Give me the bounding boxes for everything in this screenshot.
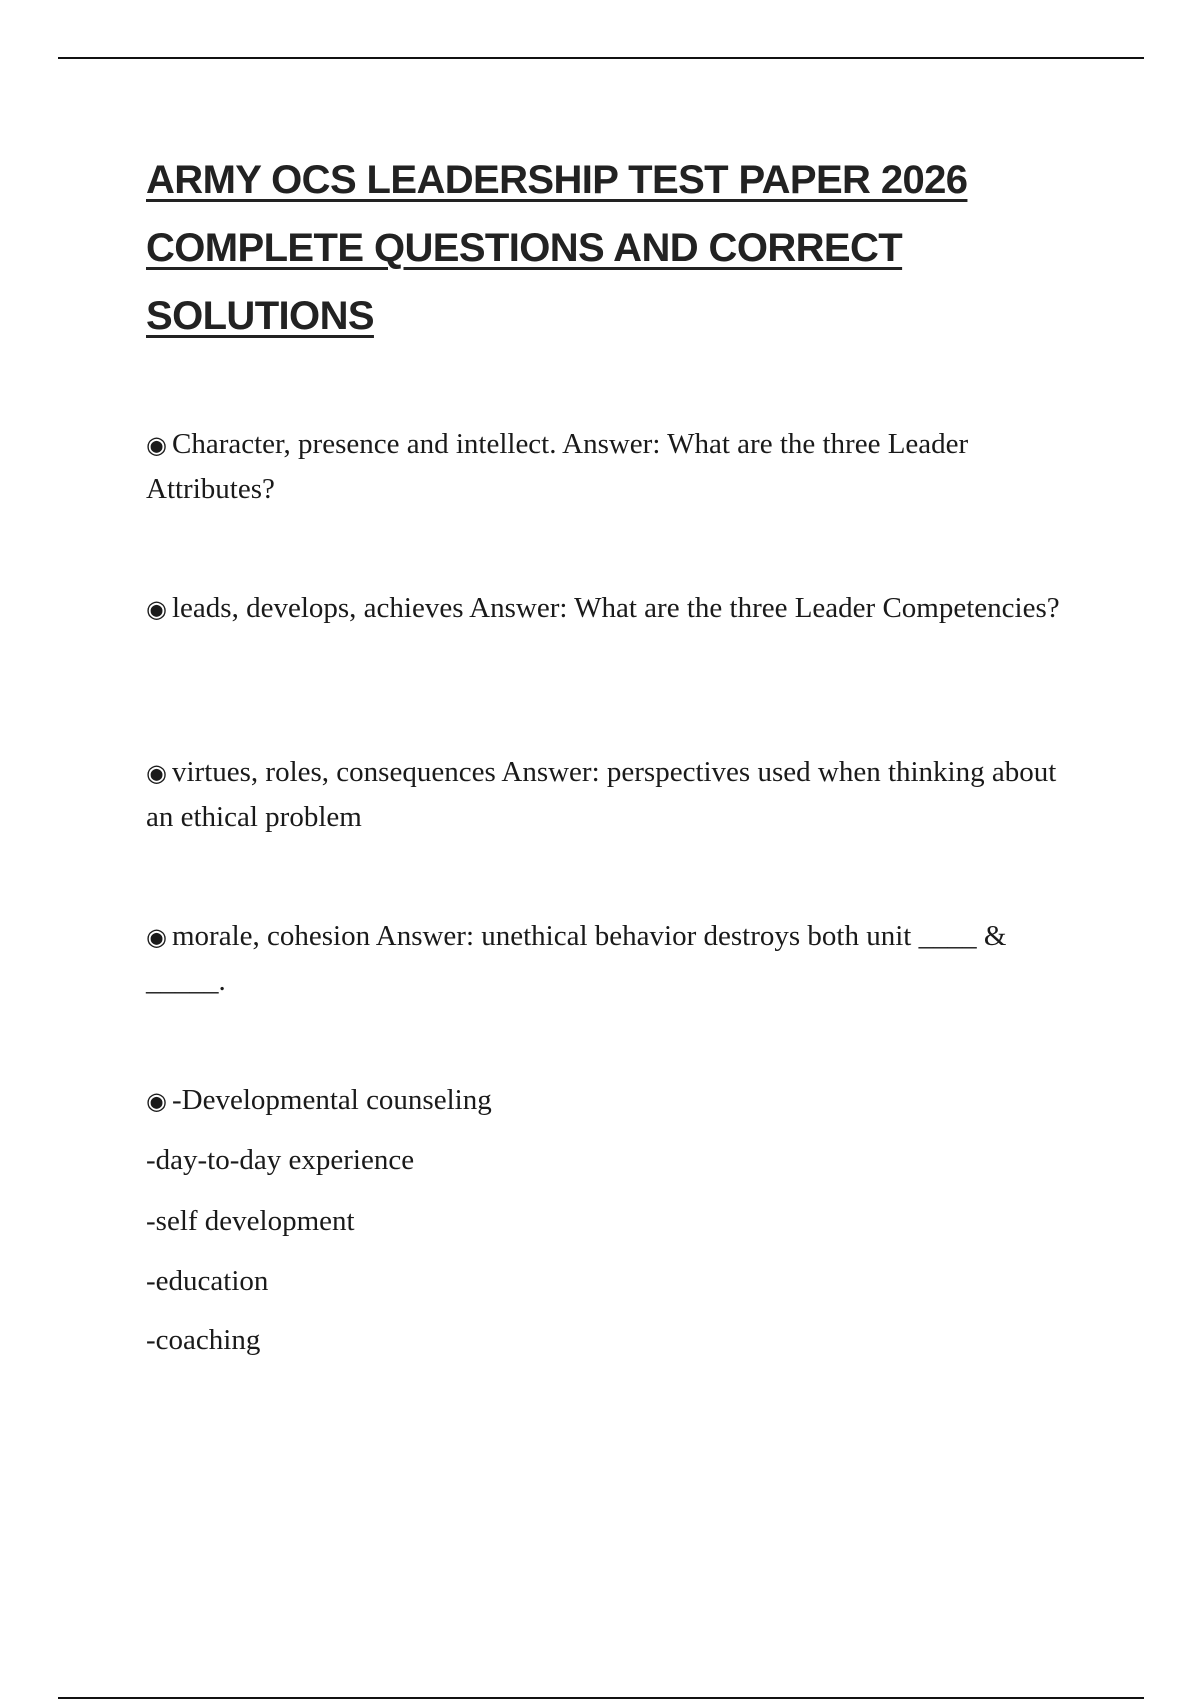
qa-item: [146, 1078, 1076, 1123]
qa-text: -Developmental counseling: [172, 1084, 492, 1116]
title-line: ARMY OCS LEADERSHIP TEST PAPER 2026: [146, 158, 968, 202]
qa-item: [146, 750, 1076, 839]
title-line: SOLUTIONS: [146, 294, 374, 338]
qa-item: [146, 914, 1076, 1003]
bullet-icon: ◉: [146, 595, 167, 623]
list-item: -education: [146, 1265, 269, 1297]
bullet-icon: ◉: [146, 1087, 167, 1115]
qa-item: [146, 586, 1076, 631]
list-item: -day-to-day experience: [146, 1144, 415, 1176]
qa-text: morale, cohesion Answer: unethical behavior destroys both unit ____ & _____.: [146, 920, 1007, 997]
title-line: COMPLETE QUESTIONS AND CORRECT: [146, 226, 903, 270]
top-rule: [58, 57, 1144, 59]
list-item: -self development: [146, 1205, 355, 1237]
bullet-icon: ◉: [146, 759, 167, 787]
qa-text: leads, develops, achieves Answer: What are the three Leader Competencies?: [172, 592, 1060, 624]
qa-item: [146, 422, 1076, 511]
qa-text: virtues, roles, consequences Answer: perspectives used when thinking about an ethical problem: [146, 756, 1057, 833]
bullet-icon: ◉: [146, 431, 167, 459]
list-item: -coaching: [146, 1324, 261, 1356]
qa-text: Character, presence and intellect. Answer: What are the three Leader Attributes?: [146, 428, 969, 505]
document-title: [146, 146, 1076, 350]
bullet-icon: ◉: [146, 923, 167, 951]
bottom-rule: [58, 1697, 1144, 1699]
